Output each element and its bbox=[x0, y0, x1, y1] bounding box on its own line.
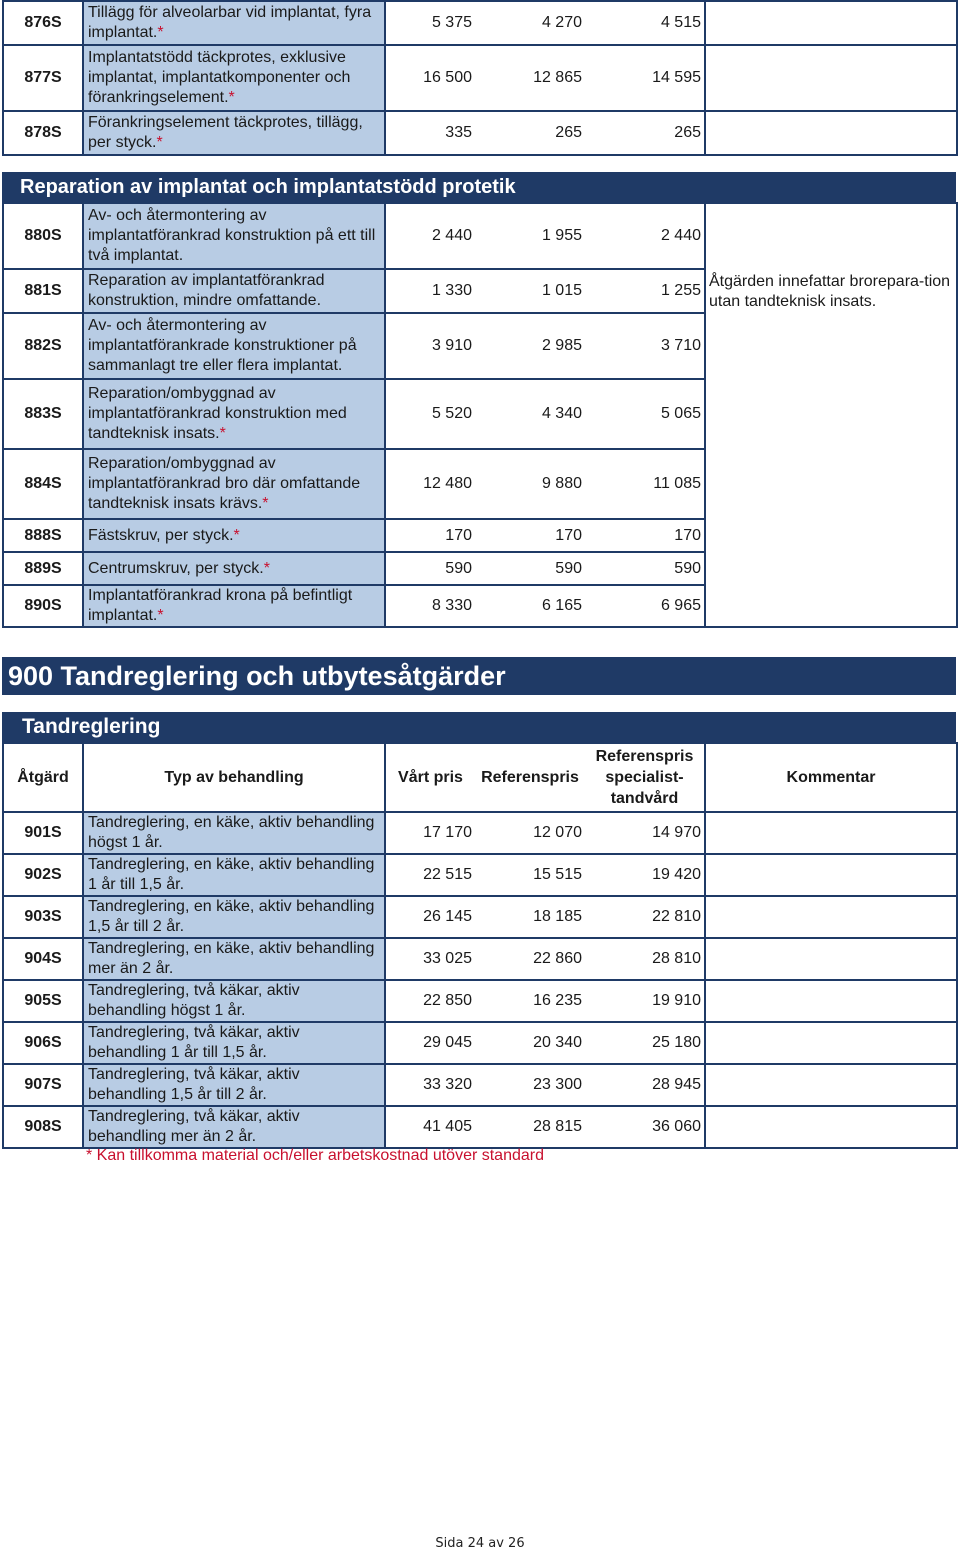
reference-price: 20 340 bbox=[475, 1022, 585, 1064]
reference-price: 15 515 bbox=[475, 854, 585, 896]
reference-price: 1 015 bbox=[475, 269, 585, 313]
procedure-code: 878S bbox=[3, 111, 83, 155]
procedure-code: 876S bbox=[3, 1, 83, 45]
comment-cell bbox=[705, 45, 957, 111]
column-header-comment: Kommentar bbox=[705, 743, 957, 812]
description-text: Tandreglering, en käke, aktiv behandling 1,5 år till 2 år. bbox=[88, 898, 375, 935]
specialist-price: 19 910 bbox=[585, 980, 705, 1022]
comment-cell bbox=[705, 812, 957, 854]
procedure-description bbox=[83, 1022, 385, 1064]
price-table-repair bbox=[2, 202, 958, 628]
procedure-code: 902S bbox=[3, 854, 83, 896]
procedure-code: 890S bbox=[3, 585, 83, 627]
reference-price: 9 880 bbox=[475, 449, 585, 519]
comment-cell bbox=[705, 111, 957, 155]
procedure-code: 904S bbox=[3, 938, 83, 980]
section-title: Reparation av implantat och implantatstödd protetik bbox=[20, 176, 516, 198]
asterisk-marker: * bbox=[157, 607, 164, 624]
procedure-description bbox=[83, 45, 385, 111]
description-text: Tandreglering, en käke, aktiv behandling högst 1 år. bbox=[88, 814, 375, 851]
description-text: Tandreglering, två käkar, aktiv behandling högst 1 år. bbox=[88, 982, 300, 1019]
procedure-description bbox=[83, 896, 385, 938]
procedure-description bbox=[83, 519, 385, 552]
section-header-ortho bbox=[2, 712, 956, 742]
description-text: Tandreglering, två käkar, aktiv behandling 1,5 år till 2 år. bbox=[88, 1066, 300, 1103]
column-header-specialist: Referenspris specialist-tandvård bbox=[585, 743, 705, 812]
comment-cell bbox=[705, 203, 957, 627]
table-row bbox=[3, 111, 957, 155]
reference-price: 6 165 bbox=[475, 585, 585, 627]
description-text: Reparation av implantatförankrad konstruktion, mindre omfattande. bbox=[88, 272, 325, 309]
procedure-description bbox=[83, 585, 385, 627]
asterisk-marker: * bbox=[219, 425, 226, 442]
comment-cell bbox=[705, 1064, 957, 1106]
comment-cell bbox=[705, 854, 957, 896]
column-header-desc: Typ av behandling bbox=[83, 743, 385, 812]
table-row bbox=[3, 938, 957, 980]
table-row bbox=[3, 980, 957, 1022]
reference-price: 16 235 bbox=[475, 980, 585, 1022]
our-price: 22 515 bbox=[385, 854, 475, 896]
reference-price: 2 985 bbox=[475, 313, 585, 379]
specialist-price: 170 bbox=[585, 519, 705, 552]
our-price: 5 520 bbox=[385, 379, 475, 449]
description-text: Centrumskruv, per styck. bbox=[88, 559, 264, 577]
specialist-price: 6 965 bbox=[585, 585, 705, 627]
reference-price: 265 bbox=[475, 111, 585, 155]
procedure-code: 888S bbox=[3, 519, 83, 552]
our-price: 17 170 bbox=[385, 812, 475, 854]
specialist-price: 2 440 bbox=[585, 203, 705, 269]
our-price: 33 320 bbox=[385, 1064, 475, 1106]
table-row bbox=[3, 1064, 957, 1106]
table-row bbox=[3, 854, 957, 896]
section-title: 900 Tandreglering och utbytesåtgärder bbox=[8, 661, 506, 691]
our-price: 33 025 bbox=[385, 938, 475, 980]
our-price: 29 045 bbox=[385, 1022, 475, 1064]
procedure-description bbox=[83, 980, 385, 1022]
reference-price: 12 865 bbox=[475, 45, 585, 111]
procedure-description bbox=[83, 552, 385, 585]
specialist-price: 5 065 bbox=[585, 379, 705, 449]
procedure-code: 882S bbox=[3, 313, 83, 379]
table-row bbox=[3, 1022, 957, 1064]
description-text: Av- och återmontering av implantatförankrad konstruktion på ett till två implantat. bbox=[88, 207, 376, 264]
our-price: 170 bbox=[385, 519, 475, 552]
description-text: Tandreglering, en käke, aktiv behandling mer än 2 år. bbox=[88, 940, 375, 977]
specialist-price: 3 710 bbox=[585, 313, 705, 379]
section-header-900 bbox=[2, 657, 956, 695]
specialist-price: 36 060 bbox=[585, 1106, 705, 1148]
procedure-description bbox=[83, 449, 385, 519]
procedure-code: 901S bbox=[3, 812, 83, 854]
reference-price: 170 bbox=[475, 519, 585, 552]
comment-text: Åtgärden innefattar brorepara-tion utan tandteknisk insats. bbox=[709, 273, 951, 310]
our-price: 3 910 bbox=[385, 313, 475, 379]
table-row bbox=[3, 1, 957, 45]
procedure-code: 881S bbox=[3, 269, 83, 313]
description-text: Tandreglering, två käkar, aktiv behandling mer än 2 år. bbox=[88, 1108, 300, 1145]
specialist-price: 19 420 bbox=[585, 854, 705, 896]
comment-cell bbox=[705, 938, 957, 980]
reference-price: 4 340 bbox=[475, 379, 585, 449]
specialist-price: 14 970 bbox=[585, 812, 705, 854]
column-header-code: Åtgärd bbox=[3, 743, 83, 812]
procedure-description bbox=[83, 1, 385, 45]
description-text: Fästskruv, per styck. bbox=[88, 526, 234, 544]
reference-price: 22 860 bbox=[475, 938, 585, 980]
description-text: Av- och återmontering av implantatförankrade konstruktioner på sammanlagt tre eller flera implantat. bbox=[88, 317, 357, 374]
specialist-price: 28 810 bbox=[585, 938, 705, 980]
asterisk-marker: * bbox=[262, 495, 269, 512]
asterisk-marker: * bbox=[157, 24, 164, 41]
procedure-code: 907S bbox=[3, 1064, 83, 1106]
procedure-description bbox=[83, 379, 385, 449]
asterisk-marker: * bbox=[228, 89, 235, 106]
procedure-code: 903S bbox=[3, 896, 83, 938]
specialist-price: 4 515 bbox=[585, 1, 705, 45]
our-price: 41 405 bbox=[385, 1106, 475, 1148]
description-text: Förankringselement täckprotes, tillägg, per styck. bbox=[88, 114, 363, 151]
specialist-price: 1 255 bbox=[585, 269, 705, 313]
description-text: Tandreglering, en käke, aktiv behandling 1 år till 1,5 år. bbox=[88, 856, 375, 893]
section-title: Tandreglering bbox=[22, 715, 161, 738]
table-row bbox=[3, 812, 957, 854]
procedure-description bbox=[83, 1064, 385, 1106]
procedure-code: 906S bbox=[3, 1022, 83, 1064]
specialist-price: 25 180 bbox=[585, 1022, 705, 1064]
description-text: Tandreglering, två käkar, aktiv behandling 1 år till 1,5 år. bbox=[88, 1024, 300, 1061]
reference-price: 1 955 bbox=[475, 203, 585, 269]
price-table-ortho bbox=[2, 742, 958, 1149]
procedure-description bbox=[83, 269, 385, 313]
procedure-description bbox=[83, 812, 385, 854]
reference-price: 590 bbox=[475, 552, 585, 585]
comment-cell bbox=[705, 1106, 957, 1148]
procedure-code: 877S bbox=[3, 45, 83, 111]
price-table-top bbox=[2, 0, 958, 156]
our-price: 16 500 bbox=[385, 45, 475, 111]
our-price: 335 bbox=[385, 111, 475, 155]
our-price: 5 375 bbox=[385, 1, 475, 45]
asterisk-marker: * bbox=[156, 134, 163, 151]
specialist-price: 11 085 bbox=[585, 449, 705, 519]
reference-price: 12 070 bbox=[475, 812, 585, 854]
reference-price: 18 185 bbox=[475, 896, 585, 938]
procedure-description bbox=[83, 938, 385, 980]
table-row bbox=[3, 203, 957, 269]
description-text: Reparation/ombyggnad av implantatförankrad bro där omfattande tandteknisk insats krävs. bbox=[88, 455, 361, 512]
comment-cell bbox=[705, 896, 957, 938]
specialist-price: 590 bbox=[585, 552, 705, 585]
comment-cell bbox=[705, 1022, 957, 1064]
table-row bbox=[3, 45, 957, 111]
page-number: Sida 24 av 26 bbox=[435, 1536, 525, 1551]
table-header-row bbox=[3, 743, 957, 812]
specialist-price: 22 810 bbox=[585, 896, 705, 938]
procedure-description bbox=[83, 111, 385, 155]
section-header-repair bbox=[2, 172, 956, 202]
asterisk-marker: * bbox=[233, 526, 240, 544]
column-header-our-price: Vårt pris bbox=[385, 743, 475, 812]
reference-price: 23 300 bbox=[475, 1064, 585, 1106]
table-row bbox=[3, 896, 957, 938]
specialist-price: 28 945 bbox=[585, 1064, 705, 1106]
procedure-code: 908S bbox=[3, 1106, 83, 1148]
our-price: 2 440 bbox=[385, 203, 475, 269]
footnote: * Kan tillkomma material och/eller arbetskostnad utöver standard bbox=[86, 1147, 544, 1164]
our-price: 590 bbox=[385, 552, 475, 585]
column-header-reference: Referenspris bbox=[475, 743, 585, 812]
comment-cell bbox=[705, 980, 957, 1022]
description-text: Implantatförankrad krona på befintligt implantat. bbox=[88, 587, 353, 624]
description-text: Reparation/ombyggnad av implantatförankrad konstruktion med tandteknisk insats. bbox=[88, 385, 347, 442]
our-price: 26 145 bbox=[385, 896, 475, 938]
procedure-description bbox=[83, 203, 385, 269]
specialist-price: 14 595 bbox=[585, 45, 705, 111]
our-price: 22 850 bbox=[385, 980, 475, 1022]
specialist-price: 265 bbox=[585, 111, 705, 155]
our-price: 8 330 bbox=[385, 585, 475, 627]
procedure-code: 905S bbox=[3, 980, 83, 1022]
our-price: 12 480 bbox=[385, 449, 475, 519]
procedure-code: 889S bbox=[3, 552, 83, 585]
table-row bbox=[3, 1106, 957, 1148]
procedure-description bbox=[83, 854, 385, 896]
asterisk-marker: * bbox=[263, 559, 270, 577]
procedure-code: 883S bbox=[3, 379, 83, 449]
description-text: Tillägg för alveolarbar vid implantat, fyra implantat. bbox=[88, 4, 372, 41]
reference-price: 4 270 bbox=[475, 1, 585, 45]
procedure-description bbox=[83, 1106, 385, 1148]
comment-cell bbox=[705, 1, 957, 45]
procedure-code: 880S bbox=[3, 203, 83, 269]
our-price: 1 330 bbox=[385, 269, 475, 313]
procedure-code: 884S bbox=[3, 449, 83, 519]
description-text: Implantatstödd täckprotes, exklusive implantat, implantatkomponenter och förankringselement. bbox=[88, 49, 351, 106]
procedure-description bbox=[83, 313, 385, 379]
reference-price: 28 815 bbox=[475, 1106, 585, 1148]
